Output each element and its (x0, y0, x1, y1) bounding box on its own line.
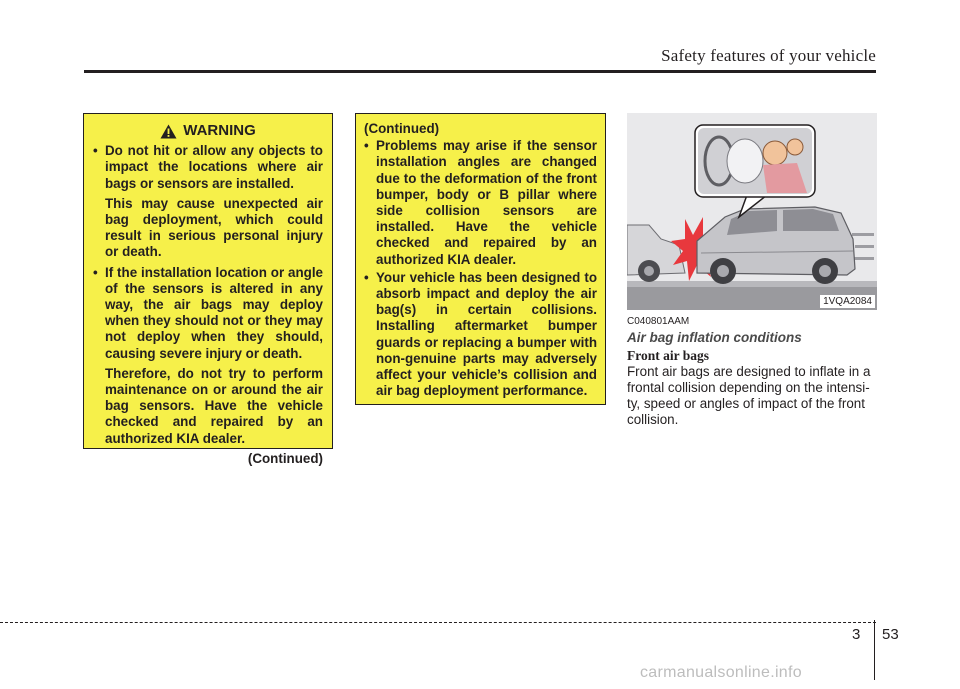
warning-item (364, 138, 597, 268)
chapter-number: 3 (852, 626, 861, 643)
bullet: • (93, 264, 98, 280)
page-number-divider (874, 620, 875, 680)
warning-item-paragraph: Therefore, do not try to perform maintenance on or around the air bag sensors. Have the vehicle checked and repaired by an authorized KIA dealer. (105, 365, 323, 446)
bullet: • (364, 269, 369, 285)
section-title: Safety features of your vehicle (661, 46, 876, 65)
warning-box-2 (355, 113, 606, 405)
warning-item-text: Problems may arise if the sensor installation angles are changed due to the deformation of the front bumper, body or B pillar where side collision sensors are installed. Have the vehicle checked and repaired by an authorized KIA dealer. (376, 138, 597, 267)
warning-item (93, 265, 323, 362)
warning-item-paragraph: This may cause unexpected air bag deployment, which could result in serious personal injury or death. (105, 195, 323, 260)
warning-triangle-icon (160, 124, 177, 139)
warning-item (93, 143, 323, 192)
warning-item (364, 270, 597, 400)
watermark: carmanualsonline.info (640, 664, 802, 681)
warning-item-text: If the installation location or angle of the sensors is altered in any way, the air bags may deploy when they should not or they may not deploy when they should, causing severe injury or death. (105, 264, 323, 361)
continued-label: (Continued) (247, 450, 323, 466)
collision-image (627, 113, 877, 310)
footer-rule (0, 622, 876, 623)
collision-illustration (627, 113, 877, 310)
warning-item-text: Do not hit or allow any objects to impact the locations where air bags or sensors are installed. (105, 143, 323, 191)
warning-header (93, 123, 323, 139)
warning-title: WARNING (183, 122, 256, 139)
warning-item-text: Your vehicle has been designed to absorb impact and deploy the air bag(s) in certain collisions. Installing aftermarket bumper guards or replacing a bumper with non-genuine parts may adversely affect your vehicle’s collision and air bag deployment performance. (376, 269, 597, 399)
warning-box-1 (83, 113, 333, 466)
body-paragraph: Front air bags are designed to inflate in a frontal collision depending on the intensi-ty, speed or angles of impact of the front collision. (627, 364, 871, 427)
bullet: • (364, 138, 369, 154)
continued-label: (Continued) (364, 121, 440, 136)
front-air-bags-heading: Front air bags (627, 348, 710, 363)
page-number: 53 (882, 626, 899, 643)
bullet: • (93, 143, 98, 159)
section-code: C040801AAM (627, 316, 690, 327)
section-subheading: Air bag inflation conditions (627, 330, 802, 345)
header-rule (84, 70, 876, 73)
illustration-label: 1VQA2084 (820, 295, 875, 308)
